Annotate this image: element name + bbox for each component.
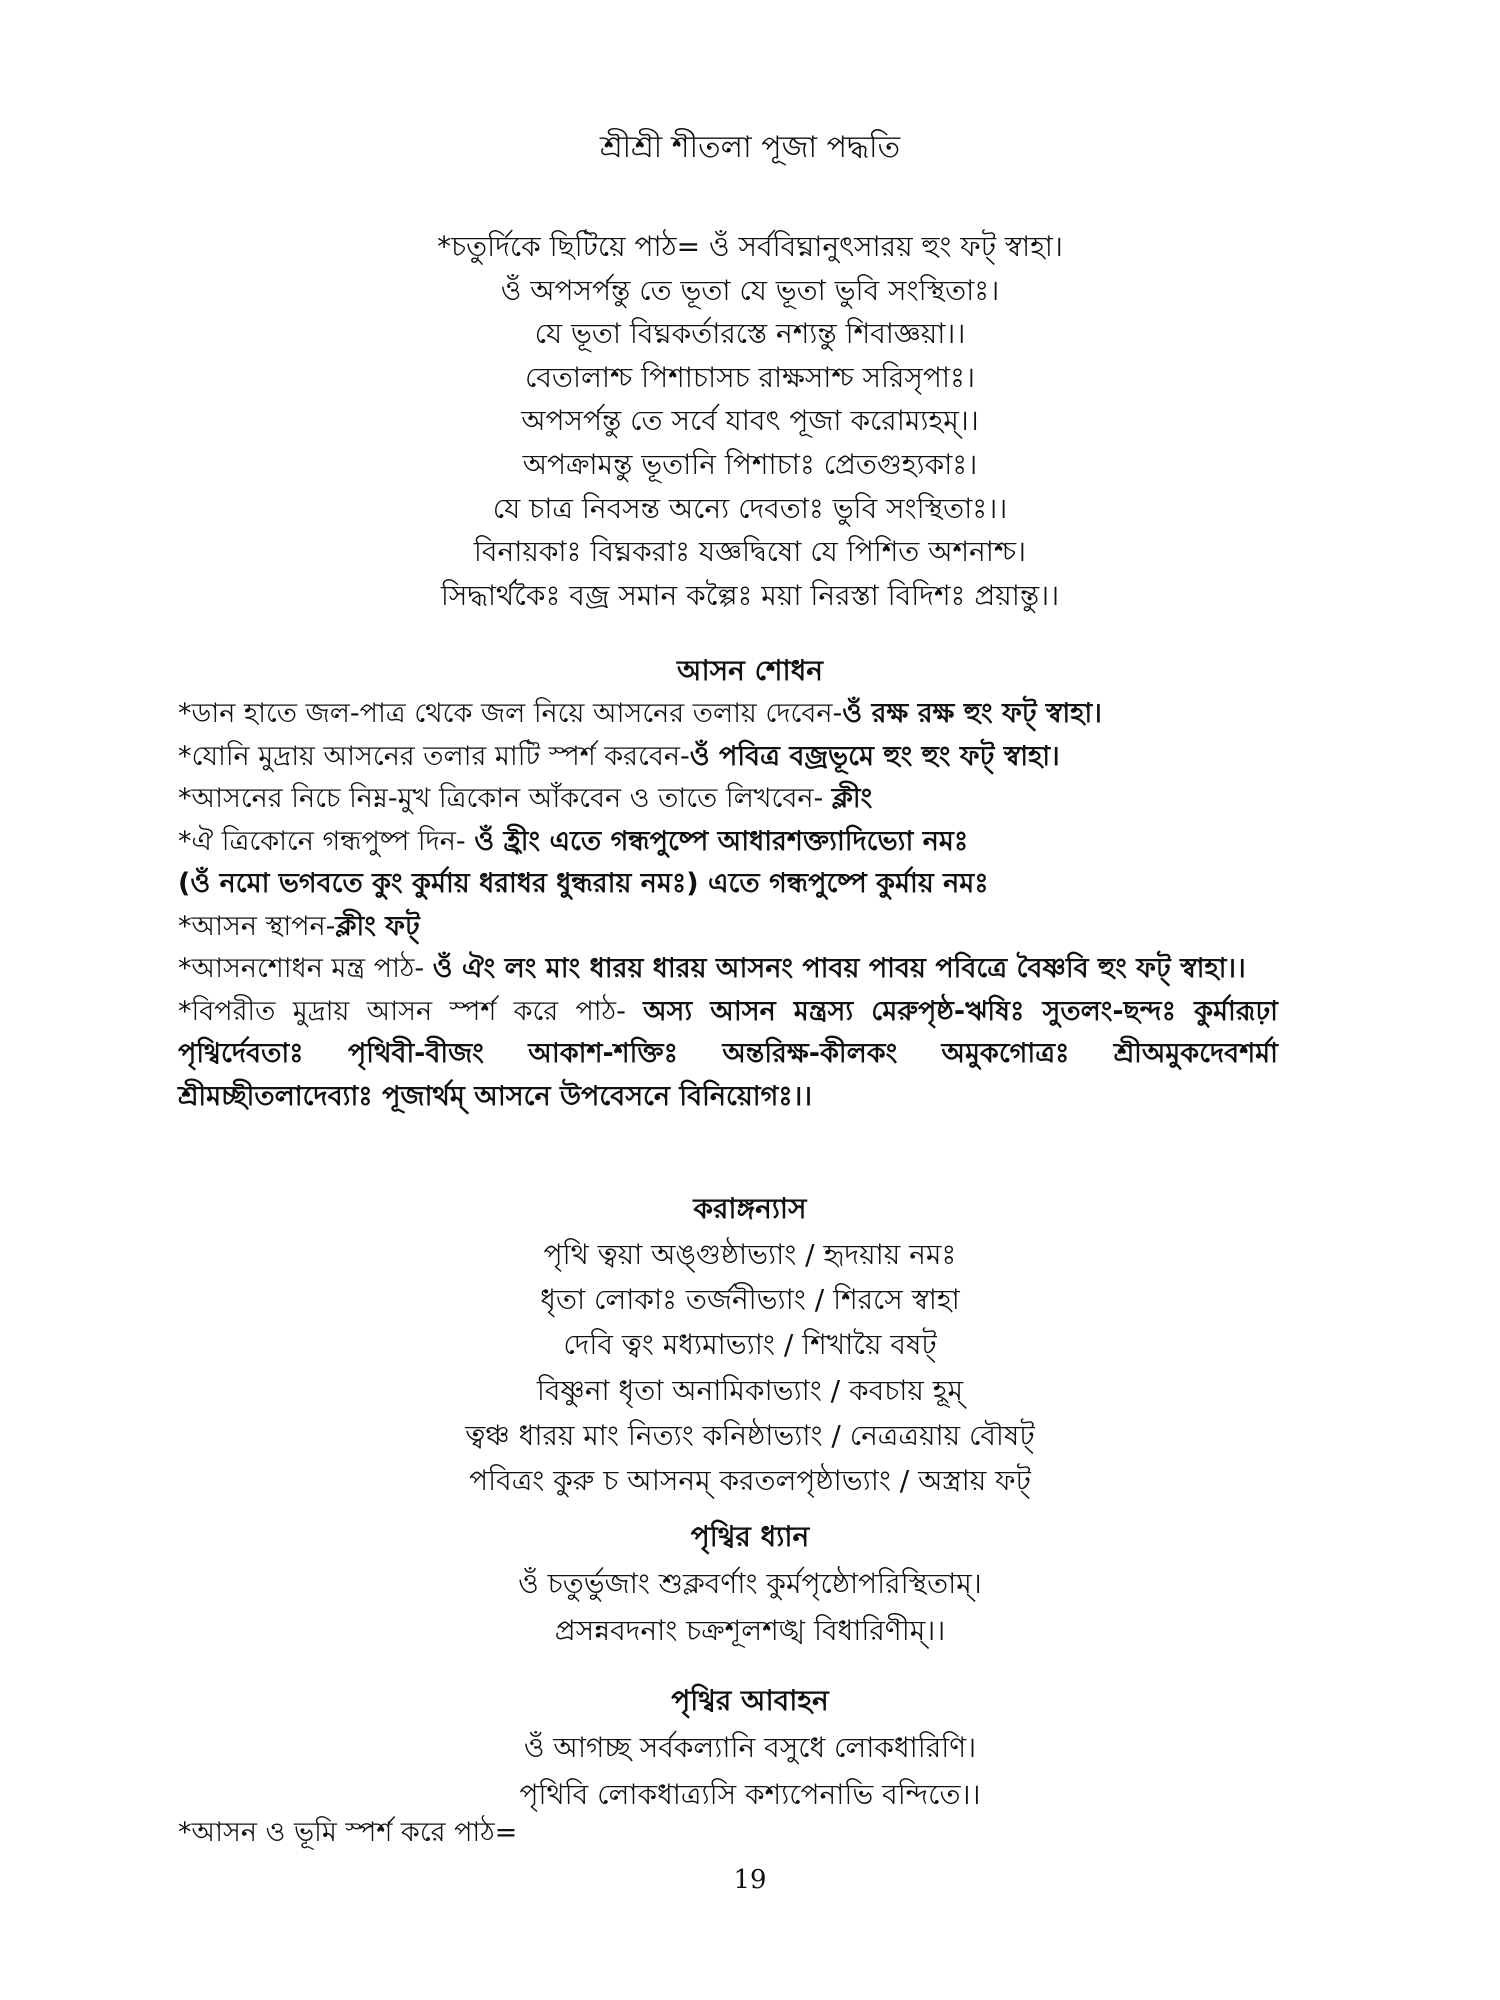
verse-line: বিনায়কাঃ বিঘ্নকরাঃ যজ্ঞদ্বিষো যে পিশিত অশনাশ্চ।	[473, 535, 1027, 569]
instruction-line	[178, 906, 1278, 949]
instruction-text: *ডান হাতে জল-পাত্র থেকে জল নিয়ে আসনের তলায় দেবেন-	[178, 698, 843, 729]
verse-line: ওঁ অপসর্পন্তু তে ভূতা যে ভূতা ভুবি সংস্থিতাঃ।	[500, 273, 1000, 307]
instruction-line	[178, 863, 1278, 906]
verse-line: প্রসন্নবদনাং চক্রশূলশঙ্খ বিধারিণীম্।।	[554, 1614, 946, 1647]
section-heading-asan-shodhan: আসন শোধন	[676, 654, 824, 687]
instruction-line	[178, 736, 1278, 779]
nyas-line: ত্বঞ্চ ধারয় মাং নিত্যং কনিষ্ঠাভ্যাং / নেত্রত্রয়ায় বৌষট্	[465, 1418, 1035, 1452]
verse-line: *চতুর্দিকে ছিটিয়ে পাঠ= ওঁ সর্ববিঘ্নানুৎসারয় হুং ফট্ স্বাহা।	[437, 230, 1063, 263]
nyas-line: দেবি ত্বং মধ্যমাভ্যাং / শিখায়ৈ বষট্	[563, 1328, 937, 1362]
nyas-line: পৃথি ত্বয়া অঙ্গুষ্ঠাভ্যাং / হৃদয়ায় নমঃ	[543, 1238, 957, 1271]
instruction-text: *আসন স্থাপন-	[178, 910, 336, 942]
prithvi-avahan-block	[0, 1724, 1500, 1818]
nyas-line: ধৃতা লোকাঃ তর্জনীভ্যাং / শিরসে স্বাহা	[540, 1283, 960, 1317]
asan-shodhan-instructions	[178, 693, 1278, 1118]
instruction-paragraph-viniyoga	[178, 991, 1278, 1119]
section-heading-karanganyas: করাঙ্গন্যাস	[693, 1192, 807, 1225]
instruction-line	[178, 821, 1278, 864]
section-heading-prithvi-avahan: পৃথ্বির আবাহন	[671, 1684, 829, 1717]
instruction-text: *আসনশোধন মন্ত্র পাঠ-	[178, 953, 433, 984]
mantra-text: ক্লীং	[831, 783, 873, 814]
instruction-line	[178, 693, 1278, 736]
running-header: শ্রীশ্রী শীতলা পূজা পদ্ধতি	[599, 130, 901, 165]
verse-line: যে চাত্র নিবসন্ত অন্যে দেবতাঃ ভুবি সংস্থিতাঃ।।	[492, 491, 1008, 525]
section-heading-prithvi-dhyan: পৃথ্বির ধ্যান	[690, 1520, 810, 1553]
verse-line: বেতালাশ্চ পিশাচাসচ রাক্ষসাশ্চ সরিসৃপাঃ।	[524, 360, 975, 394]
prithvi-dhyan-block	[0, 1560, 1500, 1654]
instruction-text: *ঐ ত্রিকোনে গন্ধপুষ্প দিন-	[178, 825, 475, 857]
mantra-text: ওঁ পবিত্র বজ্রভূমে হুং হুং ফট্ স্বাহা।	[689, 740, 1060, 772]
mantra-text: ওঁ হ্রীং এতে গন্ধপুষ্পে আধারশক্ত্যাদিভ্যো নমঃ	[474, 825, 969, 857]
mantra-text: (ওঁ নমো ভগবতে কুং কুর্মায় ধরাধর ধুন্ধরায় নমঃ) এতে গন্ধপুষ্পে কুর্মায় নমঃ	[178, 868, 989, 899]
instruction-text: *যোনি মুদ্রায় আসনের তলার মাটি স্পর্শ করবেন-	[178, 740, 690, 772]
instruction-line	[178, 778, 1278, 821]
instruction-text: *আসনের নিচে নিম্ন-মুখ ত্রিকোন আঁকবেন ও তাতে লিখবেন-	[178, 783, 832, 814]
mantra-text: ক্লীং ফট্	[335, 910, 420, 942]
mantra-text: ওঁ ঐং লং মাং ধারয় ধারয় আসনং পাবয় পাবয় পবিত্রে বৈষ্ণবি হুং ফট্ স্বাহা।।	[432, 953, 1246, 984]
verse-line: অপসর্পন্তু তে সর্বে যাবৎ পূজা করোম্যহম্।।	[521, 404, 979, 438]
closing-instruction-block	[178, 1812, 1278, 1855]
closing-instruction: *আসন ও ভূমি স্পর্শ করে পাঠ=	[178, 1817, 518, 1848]
karanganyas-block	[0, 1232, 1500, 1503]
instruction-text: *বিপরীত মুদ্রায় আসন স্পর্শ করে পাঠ-	[178, 995, 644, 1027]
verse-line: যে ভূতা বিঘ্নকর্তারস্তে নশ্যন্তু শিবাজ্ঞয়া।।	[534, 317, 966, 351]
mantra-text: ওঁ রক্ষ রক্ষ হুং ফট্ স্বাহা।	[842, 698, 1102, 729]
intro-verse-block	[0, 225, 1500, 617]
nyas-line: পবিত্রং কুরু চ আসনম্ করতলপৃষ্ঠাভ্যাং / অস্ত্রায় ফট্	[469, 1464, 1031, 1498]
verse-line: ওঁ চতুর্ভুজাং শুক্লবর্ণাং কুর্মপৃষ্ঠোপরিস্থিতাম্।	[518, 1567, 982, 1600]
verse-line: সিদ্ধার্থকৈঃ বজ্র সমান কল্পৈঃ ময়া নিরস্তা বিদিশঃ প্রয়ান্তু।।	[440, 578, 1060, 612]
verse-line: ওঁ আগচ্ছ সর্বকল্যানি বসুধে লোকধারিণি।	[523, 1731, 977, 1764]
nyas-line: বিষ্ণুনা ধৃতা অনামিকাভ্যাং / কবচায় হূম্	[536, 1373, 964, 1407]
instruction-paragraph-mantra-path	[178, 948, 1278, 991]
page-number: 19	[733, 1865, 767, 1895]
mantra-text: অস্য আসন মন্ত্রস্য মেরুপৃষ্ঠ-ঋষিঃ সুতলং-ছন্দঃ কুর্মারূঢ়া পৃথ্বির্দেবতাঃ পৃথিবী-বীজং আকাশ-শক্তিঃ অন্তরিক্ষ-কীলকং অমুকগোত্রঃ শ্রীঅমুকদেবশর্মা শ্রীমচ্ছীতলাদেব্যাঃ পূজার্থম্ আসনে উপবেসনে বিনিয়োগঃ।।	[178, 995, 1278, 1112]
verse-line: অপক্রামন্তু ভূতানি পিশাচাঃ প্রেতগুহ্যকাঃ।	[522, 447, 978, 481]
verse-line: পৃথিবি লোকধাত্র্যসি কশ্যপেনাভি বন্দিতে।।	[519, 1778, 981, 1811]
